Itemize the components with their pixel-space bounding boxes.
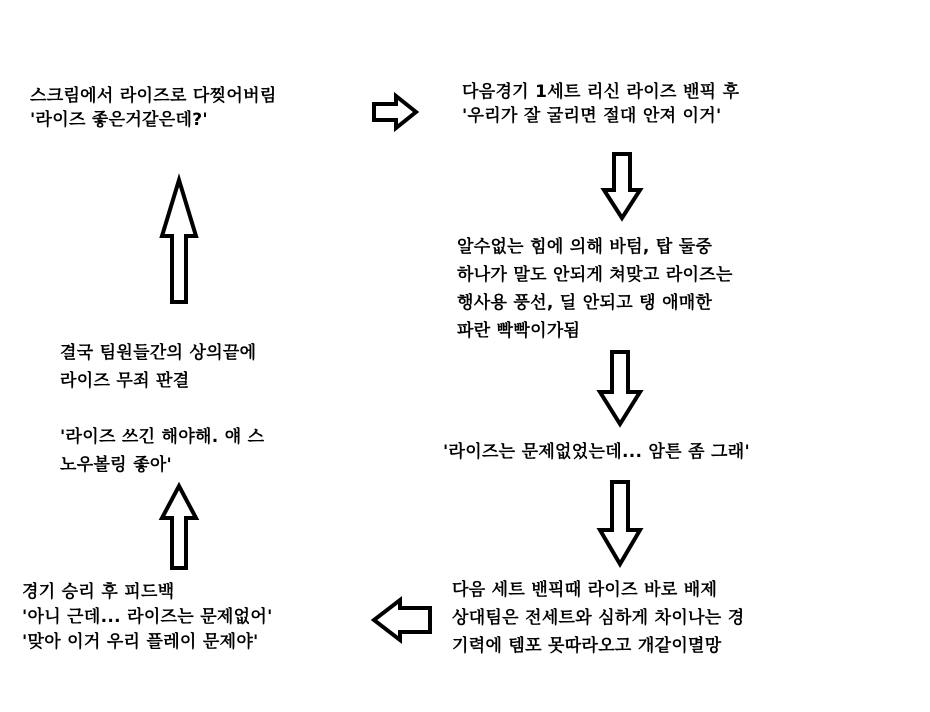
step-scrim-ryze: 스크림에서 라이즈로 다찢어버림 '라이즈 좋은거같은데?' (30, 86, 277, 130)
arrow-left-icon (374, 600, 430, 640)
arrow-down-icon (600, 482, 640, 564)
arrow-right-icon (374, 96, 416, 128)
step-ryze-acquitted: 결국 팀원들간의 상의끝에 라이즈 무죄 판결 '라이즈 쓰긴 해야해. 얘 스 노우볼링 좋아' (60, 343, 265, 475)
arrow-up-icon (162, 180, 196, 302)
step-ryze-excluded: 다음 세트 밴픽때 라이즈 바로 배제 상대팀은 전세트와 심하게 차이나는 경 기력에 템포 못따라오고 개같이멸망 (452, 580, 745, 656)
step-next-match-banpick: 다음경기 1세트 리신 라이즈 밴픽 후 '우리가 잘 굴리면 절대 안져 이거' (462, 82, 740, 126)
arrow-down-icon (600, 352, 640, 424)
step-feedback: 경기 승리 후 피드백 '아니 근데... 라이즈는 문제없어' '맞아 이거 우리 플레이 문제야' (22, 582, 273, 652)
step-ryze-no-problem: '라이즈는 문제없었는데... 암튼 좀 그래' (443, 442, 750, 462)
step-unknown-force: 알수없는 힘에 의해 바텀, 탑 둘중 하나가 말도 안되게 쳐맞고 라이즈는 행사용 풍선, 딜 안되고 탱 애매한 파란 빡빡이가됨 (457, 237, 733, 341)
arrow-down-icon (604, 154, 640, 218)
arrow-up-icon (162, 486, 196, 568)
